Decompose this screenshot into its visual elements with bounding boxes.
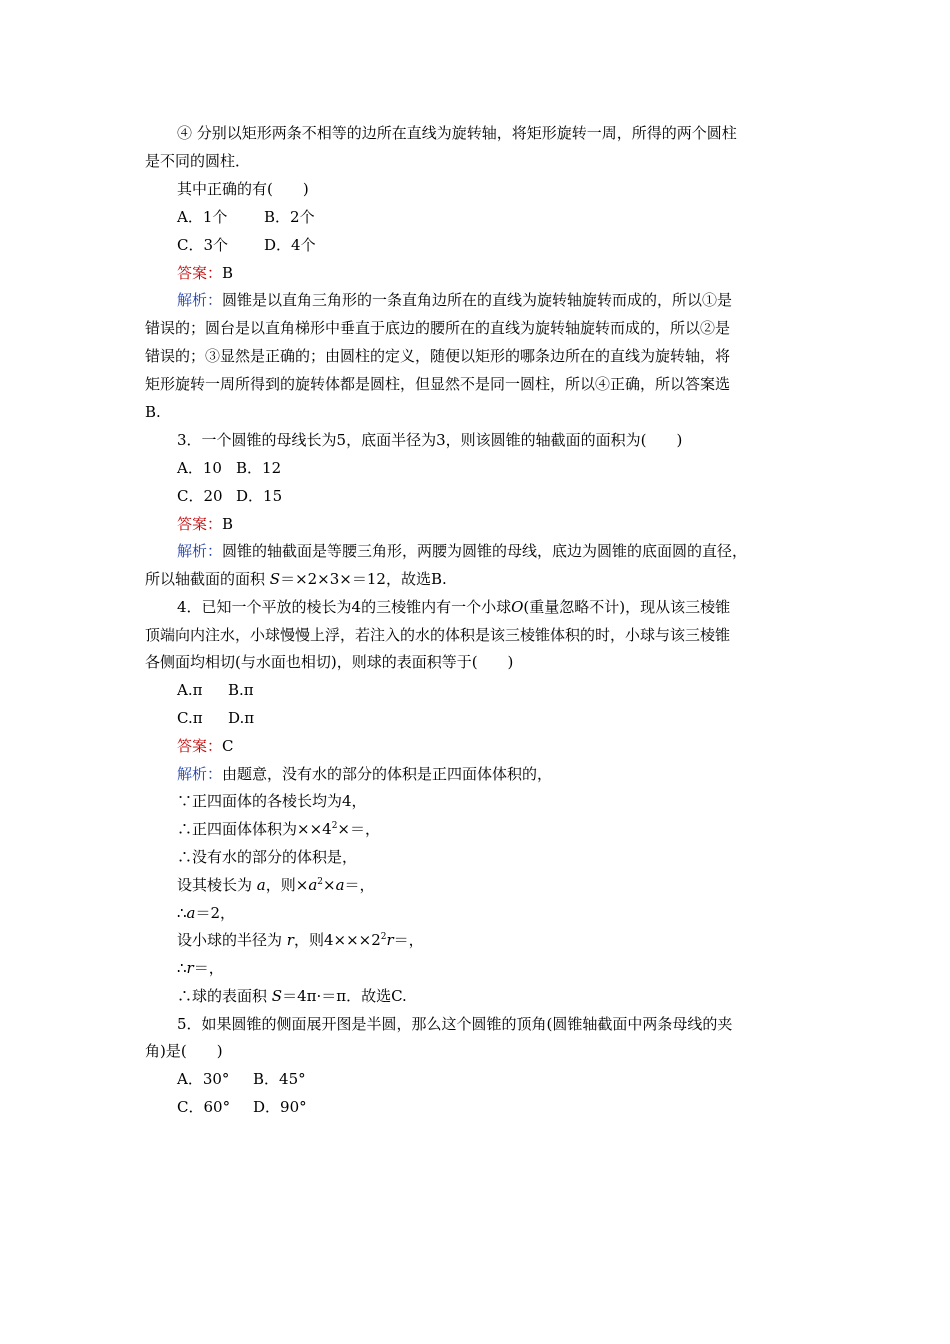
math-variable: a [335, 876, 345, 894]
q5-question-line2: 角)是( ) [145, 1042, 223, 1060]
text-segment: × [323, 876, 336, 894]
text-segment: 设小球的半径为 [177, 931, 287, 949]
q2-analysis-line2: 错误的；圆台是以直角梯形中垂直于底边的腰所在的直线为旋转轴旋转而成的，所以②是 [145, 319, 731, 337]
math-variable: r [386, 931, 394, 949]
q4-question-line3: 各侧面均相切(与水面也相切)，则球的表面积等于( ) [145, 653, 514, 671]
q4-step6 [177, 930, 842, 950]
q2-option-b: B．2个 [264, 208, 315, 226]
superscript: 2 [331, 821, 338, 831]
text-segment: ＝×2×3×＝12，故选B. [280, 570, 447, 588]
answer-value: C [222, 737, 234, 755]
q2-option-a: A．1个 [177, 208, 228, 226]
analysis-label: 解析： [177, 542, 223, 560]
text-segment: ＝4π·＝π．故选C. [282, 987, 407, 1005]
q4-step3: ∴没有水的部分的体积是， [177, 848, 358, 866]
q4-analysis-line1 [177, 764, 842, 784]
q3-answer [177, 514, 842, 534]
analysis-text: 由题意，没有水的部分的体积是正四面体体积的， [222, 765, 553, 783]
q5-option-a: A．30° [177, 1070, 230, 1088]
q4-question-line2: 顶端向内注水，小球慢慢上浮，若注入的水的体积是该三棱锥体积的时，小球与该三棱锥 [145, 626, 731, 644]
text-segment: (重量忽略不计)，现从该三棱锥 [523, 598, 731, 616]
q5-question-line1: 5．如果圆锥的侧面展开图是半圆，那么这个圆锥的顶角(圆锥轴截面中两条母线的夹 [177, 1015, 733, 1033]
superscript: 2 [317, 877, 323, 887]
q3-option-c: C．20 [177, 487, 223, 505]
text-segment: ∴ [177, 904, 187, 922]
q2-option-d: D．4个 [264, 236, 316, 254]
q4-step5 [177, 903, 842, 923]
text-segment: 4．已知一个平放的棱长为4的三棱锥内有一个小球 [177, 598, 512, 616]
text-segment: 设其棱长为 [177, 876, 257, 894]
q4-question-line1 [177, 597, 842, 617]
answer-value: B [222, 515, 234, 533]
q4-option-b: B.π [228, 681, 254, 699]
statement-4-line2: 是不同的圆柱． [145, 152, 251, 170]
answer-label: 答案： [177, 515, 223, 533]
math-variable: a [256, 876, 266, 894]
q4-step1: ∵正四面体的各棱长均为4， [177, 792, 367, 810]
q3-question: 3．一个圆锥的母线长为5，底面半径为3，则该圆锥的轴截面的面积为( ) [177, 431, 683, 449]
answer-value: B [222, 264, 234, 282]
q4-step4 [177, 875, 842, 895]
q2-analysis-line1 [177, 290, 842, 310]
text-segment: ∴正四面体体积为××4 [177, 820, 332, 838]
text-segment: ∴ [177, 959, 187, 977]
analysis-text: 圆锥的轴截面是等腰三角形，两腰为圆锥的母线，底边为圆锥的底面圆的直径， [222, 542, 748, 560]
text-segment: ＝， [193, 959, 224, 977]
q5-option-d: D．90° [253, 1098, 307, 1116]
q3-option-b: B．12 [236, 459, 282, 477]
math-variable: a [186, 904, 196, 922]
math-variable: r [186, 959, 194, 977]
q4-option-d: D.π [228, 709, 255, 727]
text-segment: ，则× [265, 876, 309, 894]
q2-option-c: C．3个 [177, 236, 229, 254]
q2-analysis-line4: 矩形旋转一周所得到的旋转体都是圆柱，但显然不是同一圆柱，所以④正确，所以答案选 [145, 375, 731, 393]
q5-option-b: B．45° [253, 1070, 306, 1088]
text-segment: ，则4×××2 [293, 931, 381, 949]
superscript: 2 [380, 932, 387, 942]
text-segment: ×＝， [337, 820, 380, 838]
q2-analysis-line3: 错误的；③显然是正确的；由圆柱的定义，随便以矩形的哪条边所在的直线为旋转轴，将 [145, 347, 731, 365]
math-variable: S [269, 570, 281, 588]
q2-analysis-line5: B. [145, 403, 161, 421]
answer-label: 答案： [177, 737, 223, 755]
math-variable: a [308, 876, 318, 894]
q4-step8 [177, 986, 842, 1006]
text-segment: ＝， [344, 876, 375, 894]
math-variable: O [511, 598, 524, 616]
q3-option-a: A．10 [177, 459, 222, 477]
q2-answer [177, 263, 842, 283]
q4-option-c: C.π [177, 709, 203, 727]
q3-analysis-line1 [177, 541, 842, 561]
q3-option-d: D．15 [236, 487, 283, 505]
math-variable: r [286, 931, 294, 949]
q4-answer [177, 736, 842, 756]
q4-option-a: A.π [177, 681, 203, 699]
math-variable: S [271, 987, 283, 1005]
analysis-text: 圆锥是以直角三角形的一条直角边所在的直线为旋转轴旋转而成的，所以①是 [222, 291, 733, 309]
q4-step7 [177, 958, 842, 978]
q3-analysis-line2 [145, 569, 810, 589]
answer-label: 答案： [177, 264, 223, 282]
statement-4-line1: ④ 分别以矩形两条不相等的边所在直线为旋转轴，将矩形旋转一周，所得的两个圆柱 [177, 124, 737, 142]
analysis-label: 解析： [177, 765, 223, 783]
q2-question: 其中正确的有( ) [177, 180, 309, 198]
q4-step2 [177, 819, 842, 839]
text-segment: 所以轴截面的面积 [145, 570, 270, 588]
analysis-label: 解析： [177, 291, 223, 309]
q5-option-c: C．60° [177, 1098, 231, 1116]
text-segment: ＝2， [195, 904, 236, 922]
text-segment: ＝， [393, 931, 424, 949]
text-segment: ∴球的表面积 [177, 987, 272, 1005]
